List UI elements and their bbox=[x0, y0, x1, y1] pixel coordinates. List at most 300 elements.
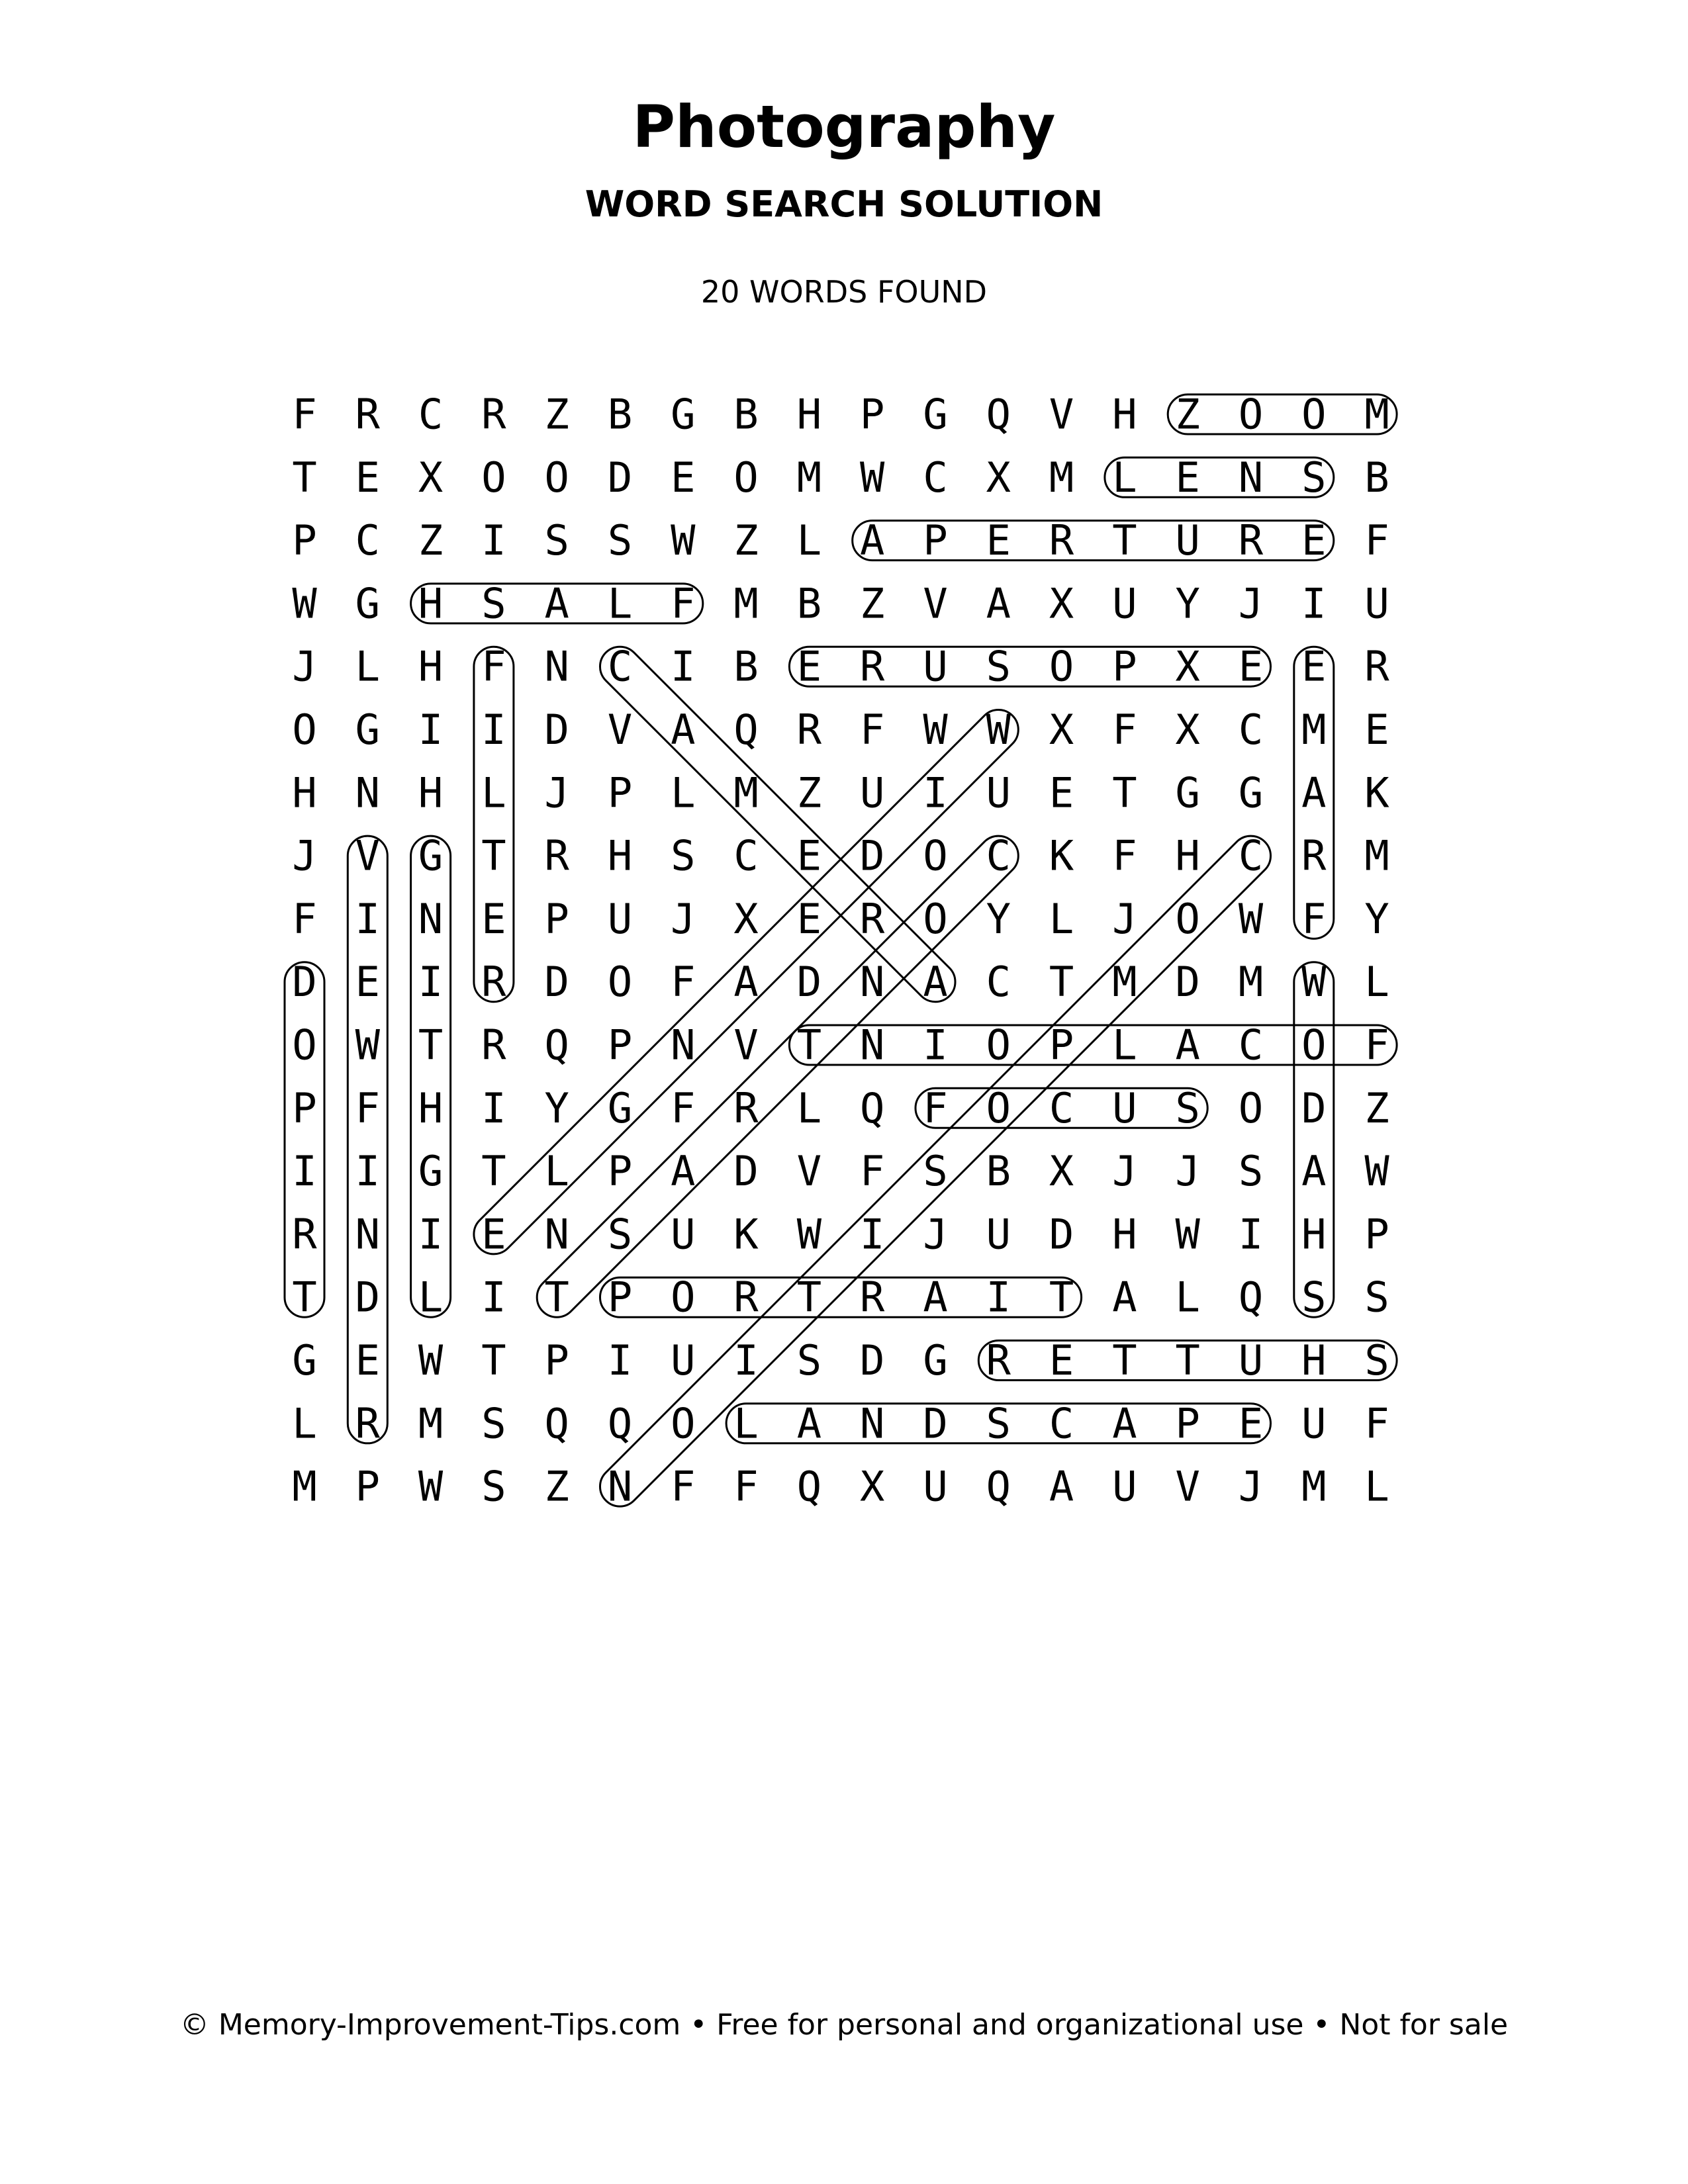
grid-letter: M bbox=[1049, 453, 1074, 502]
grid-letter: C bbox=[418, 390, 444, 439]
grid-letter: F bbox=[671, 1083, 696, 1132]
grid-letter: F bbox=[292, 894, 317, 943]
grid-letter: D bbox=[796, 958, 822, 1007]
page-subtitle: WORD SEARCH SOLUTION bbox=[585, 183, 1103, 225]
grid-letter: E bbox=[796, 894, 822, 943]
grid-letter: G bbox=[418, 831, 444, 880]
grid-letter: Y bbox=[1364, 894, 1389, 943]
grid-letter: D bbox=[1301, 1083, 1327, 1132]
grid-letter: E bbox=[355, 958, 380, 1007]
grid-letter: T bbox=[1049, 1273, 1074, 1322]
grid-letter: D bbox=[923, 1399, 948, 1448]
grid-letter: L bbox=[1049, 894, 1074, 943]
grid-letter: D bbox=[1175, 958, 1200, 1007]
grid-letter: L bbox=[1112, 453, 1137, 502]
grid-letter: U bbox=[986, 768, 1011, 817]
grid-letter: Z bbox=[544, 390, 569, 439]
grid-letter: I bbox=[292, 1147, 317, 1196]
grid-letter: A bbox=[671, 705, 696, 754]
grid-letter: V bbox=[733, 1021, 759, 1069]
grid-letter: J bbox=[923, 1210, 948, 1259]
grid-letter: X bbox=[733, 894, 759, 943]
grid-letter: R bbox=[355, 1399, 380, 1448]
grid-letter: R bbox=[860, 1273, 885, 1322]
grid-letter: R bbox=[1238, 516, 1264, 565]
grid-letter: X bbox=[1049, 705, 1074, 754]
grid-letter: F bbox=[671, 958, 696, 1007]
grid-letter: L bbox=[481, 768, 506, 817]
grid-letter: G bbox=[923, 390, 948, 439]
word-highlight-crop bbox=[529, 828, 1027, 1326]
grid-letter: W bbox=[671, 516, 696, 565]
grid-letter: N bbox=[607, 1462, 633, 1511]
grid-letter: R bbox=[1049, 516, 1074, 565]
grid-letter: S bbox=[544, 516, 569, 565]
grid-letter: O bbox=[923, 894, 948, 943]
grid-letter: S bbox=[986, 1399, 1011, 1448]
grid-letter: G bbox=[1175, 768, 1200, 817]
grid-letter: C bbox=[923, 453, 948, 502]
grid-letter: N bbox=[418, 894, 444, 943]
grid-letter: A bbox=[544, 579, 569, 628]
grid-letter: X bbox=[860, 1462, 885, 1511]
grid-letter: J bbox=[1112, 894, 1137, 943]
grid-letter: Y bbox=[1175, 579, 1200, 628]
grid-letter: T bbox=[481, 1147, 506, 1196]
grid-letter: I bbox=[923, 768, 948, 817]
grid-letter: A bbox=[796, 1399, 822, 1448]
grid-letter: Z bbox=[544, 1462, 569, 1511]
grid-letter: O bbox=[986, 1083, 1011, 1132]
grid-letter: O bbox=[1049, 642, 1074, 691]
grid-letter: R bbox=[860, 642, 885, 691]
grid-letter: L bbox=[796, 1083, 822, 1132]
grid-letter: X bbox=[1175, 705, 1200, 754]
grid-letter: V bbox=[923, 579, 948, 628]
grid-letter: H bbox=[418, 642, 444, 691]
grid-letter: I bbox=[923, 1021, 948, 1069]
grid-letter: S bbox=[1364, 1273, 1389, 1322]
grid-letter: C bbox=[1049, 1083, 1074, 1132]
grid-letter: E bbox=[986, 516, 1011, 565]
grid-letter: T bbox=[1175, 1336, 1200, 1385]
grid-letter: J bbox=[292, 642, 317, 691]
grid-letter: T bbox=[481, 1336, 506, 1385]
grid-letter: A bbox=[733, 958, 759, 1007]
grid-letter: U bbox=[671, 1336, 696, 1385]
grid-letter: M bbox=[292, 1462, 317, 1511]
grid-letter: W bbox=[418, 1336, 444, 1385]
grid-letter: R bbox=[860, 894, 885, 943]
grid-letter: H bbox=[1112, 1210, 1137, 1259]
grid-letter: T bbox=[292, 453, 317, 502]
grid-letter: Q bbox=[796, 1462, 822, 1511]
grid-letter: H bbox=[607, 831, 633, 880]
grid-letter: B bbox=[607, 390, 633, 439]
grid-letter: U bbox=[860, 768, 885, 817]
grid-letter: P bbox=[923, 516, 948, 565]
grid-letter: T bbox=[1049, 958, 1074, 1007]
grid-letter: Q bbox=[733, 705, 759, 754]
grid-letter: P bbox=[607, 1147, 633, 1196]
grid-letter: O bbox=[544, 453, 569, 502]
grid-letter: F bbox=[1364, 516, 1389, 565]
grid-letter: V bbox=[607, 705, 633, 754]
grid-letter: D bbox=[733, 1147, 759, 1196]
grid-letter: P bbox=[860, 390, 885, 439]
grid-letter: D bbox=[1049, 1210, 1074, 1259]
word-highlight-digital bbox=[285, 962, 324, 1318]
grid-letter: E bbox=[1364, 705, 1389, 754]
grid-letter: X bbox=[986, 453, 1011, 502]
grid-letter: F bbox=[1112, 831, 1137, 880]
grid-letter: I bbox=[355, 894, 380, 943]
grid-letter: O bbox=[923, 831, 948, 880]
grid-letter: H bbox=[1301, 1210, 1327, 1259]
grid-letter: N bbox=[860, 1399, 885, 1448]
grid-letter: X bbox=[418, 453, 444, 502]
grid-letter: A bbox=[923, 958, 948, 1007]
grid-letter: I bbox=[1301, 579, 1327, 628]
grid-letter: F bbox=[481, 642, 506, 691]
grid-letter: C bbox=[607, 642, 633, 691]
grid-letter: W bbox=[292, 579, 317, 628]
grid-letter: A bbox=[1301, 768, 1327, 817]
grid-letter: S bbox=[671, 831, 696, 880]
grid-letter: P bbox=[607, 1021, 633, 1069]
grid-letter: P bbox=[1049, 1021, 1074, 1069]
grid-letter: Q bbox=[607, 1399, 633, 1448]
grid-letter: R bbox=[733, 1083, 759, 1132]
grid-letter: S bbox=[923, 1147, 948, 1196]
grid-letter: R bbox=[481, 1021, 506, 1069]
grid-letter: I bbox=[418, 705, 444, 754]
grid-letter: D bbox=[607, 453, 633, 502]
grid-letter: N bbox=[544, 1210, 569, 1259]
grid-letter: P bbox=[355, 1462, 380, 1511]
grid-letter: Z bbox=[733, 516, 759, 565]
grid-letter: R bbox=[733, 1273, 759, 1322]
grid-letter: C bbox=[1238, 705, 1264, 754]
grid-letter: U bbox=[1112, 1462, 1137, 1511]
grid-letter: Q bbox=[1238, 1273, 1264, 1322]
grid-letter: M bbox=[1364, 831, 1389, 880]
word-highlight-filter bbox=[474, 647, 514, 1001]
grid-letter: Q bbox=[860, 1083, 885, 1132]
grid-letter: Q bbox=[986, 390, 1011, 439]
grid-letter: S bbox=[481, 1399, 506, 1448]
word-highlight-lens bbox=[1105, 457, 1334, 497]
grid-letter: I bbox=[860, 1210, 885, 1259]
grid-letter: M bbox=[1364, 390, 1389, 439]
grid-letter: J bbox=[1112, 1147, 1137, 1196]
grid-letter: Q bbox=[544, 1021, 569, 1069]
grid-letter: L bbox=[671, 768, 696, 817]
grid-letter: W bbox=[860, 453, 885, 502]
grid-letter: O bbox=[1238, 390, 1264, 439]
grid-letter: I bbox=[733, 1336, 759, 1385]
grid-letter: I bbox=[418, 1210, 444, 1259]
grid-letter: V bbox=[1049, 390, 1074, 439]
grid-letter: M bbox=[1238, 958, 1264, 1007]
grid-letter: M bbox=[418, 1399, 444, 1448]
grid-letter: P bbox=[292, 1083, 317, 1132]
grid-letter: J bbox=[544, 768, 569, 817]
grid-letter: J bbox=[1238, 1462, 1264, 1511]
grid-letter: U bbox=[607, 894, 633, 943]
grid-letter: N bbox=[544, 642, 569, 691]
grid-letter: I bbox=[418, 958, 444, 1007]
grid-letter: I bbox=[481, 516, 506, 565]
grid-letter: G bbox=[1238, 768, 1264, 817]
word-highlight-shadow bbox=[1294, 962, 1334, 1318]
grid-letter: I bbox=[481, 705, 506, 754]
grid-letter: D bbox=[860, 831, 885, 880]
grid-letter: H bbox=[1175, 831, 1200, 880]
grid-letter: A bbox=[1049, 1462, 1074, 1511]
grid-letter: Y bbox=[986, 894, 1011, 943]
grid-letter: I bbox=[1238, 1210, 1264, 1259]
grid-letter: B bbox=[733, 390, 759, 439]
grid-letter: G bbox=[671, 390, 696, 439]
grid-letter: Z bbox=[1364, 1083, 1389, 1132]
grid-letter: L bbox=[355, 642, 380, 691]
grid-letter: O bbox=[986, 1021, 1011, 1069]
grid-letter: T bbox=[1112, 1336, 1137, 1385]
grid-letter: G bbox=[355, 705, 380, 754]
grid-letter: E bbox=[481, 1210, 506, 1259]
grid-letter: B bbox=[796, 579, 822, 628]
grid-letter: E bbox=[355, 453, 380, 502]
grid-letter: T bbox=[1112, 516, 1137, 565]
grid-letter: W bbox=[1238, 894, 1264, 943]
grid-letter: N bbox=[671, 1021, 696, 1069]
grid-letter: T bbox=[292, 1273, 317, 1322]
grid-letter: F bbox=[923, 1083, 948, 1132]
grid-letter: O bbox=[1175, 894, 1200, 943]
grid-letter: C bbox=[1238, 831, 1264, 880]
grid-letter: M bbox=[1301, 1462, 1327, 1511]
grid-letter: M bbox=[733, 579, 759, 628]
grid-letter: G bbox=[355, 579, 380, 628]
grid-letter: F bbox=[733, 1462, 759, 1511]
grid-letter: Z bbox=[796, 768, 822, 817]
grid-letter: P bbox=[1364, 1210, 1389, 1259]
grid-letter: O bbox=[481, 453, 506, 502]
grid-letter: A bbox=[986, 579, 1011, 628]
grid-letter: C bbox=[733, 831, 759, 880]
grid-letter: R bbox=[1364, 642, 1389, 691]
grid-letter: R bbox=[796, 705, 822, 754]
grid-letter: H bbox=[1112, 390, 1137, 439]
grid-letter: U bbox=[1112, 579, 1137, 628]
grid-letter: R bbox=[544, 831, 569, 880]
grid-letter: X bbox=[1049, 1147, 1074, 1196]
grid-letters bbox=[292, 390, 1389, 1511]
grid-letter: L bbox=[544, 1147, 569, 1196]
grid-letter: E bbox=[1049, 768, 1074, 817]
grid-letter: J bbox=[292, 831, 317, 880]
grid-letter: C bbox=[1049, 1399, 1074, 1448]
grid-letter: S bbox=[481, 579, 506, 628]
grid-letter: S bbox=[796, 1336, 822, 1385]
grid-letter: S bbox=[607, 1210, 633, 1259]
grid-letter: K bbox=[733, 1210, 759, 1259]
grid-letter: S bbox=[1364, 1336, 1389, 1385]
grid-letter: E bbox=[796, 642, 822, 691]
grid-letter: H bbox=[418, 579, 444, 628]
grid-letter: M bbox=[796, 453, 822, 502]
grid-letter: S bbox=[986, 642, 1011, 691]
grid-letter: T bbox=[796, 1021, 822, 1069]
grid-letter: U bbox=[671, 1210, 696, 1259]
grid-letter: E bbox=[481, 894, 506, 943]
grid-letter: W bbox=[418, 1462, 444, 1511]
grid-letter: E bbox=[796, 831, 822, 880]
grid-letter: B bbox=[1364, 453, 1389, 502]
grid-letter: Y bbox=[544, 1083, 569, 1132]
grid-letter: A bbox=[860, 516, 885, 565]
word-highlight-candid bbox=[592, 639, 963, 1010]
grid-letter: E bbox=[1238, 642, 1264, 691]
grid-letter: F bbox=[671, 1462, 696, 1511]
grid-letter: W bbox=[923, 705, 948, 754]
grid-letter: P bbox=[544, 894, 569, 943]
grid-letter: M bbox=[1301, 705, 1327, 754]
grid-letter: J bbox=[1175, 1147, 1200, 1196]
grid-letter: L bbox=[1364, 1462, 1389, 1511]
grid-letter: H bbox=[1301, 1336, 1327, 1385]
grid-letter: W bbox=[986, 705, 1011, 754]
grid-letter: V bbox=[796, 1147, 822, 1196]
grid-letter: Z bbox=[860, 579, 885, 628]
grid-letter: D bbox=[544, 705, 569, 754]
grid-letter: F bbox=[860, 1147, 885, 1196]
grid-letter: S bbox=[1301, 1273, 1327, 1322]
grid-letter: F bbox=[1301, 894, 1327, 943]
grid-letter: U bbox=[923, 1462, 948, 1511]
grid-letter: I bbox=[671, 642, 696, 691]
grid-letter: C bbox=[1238, 1021, 1264, 1069]
grid-letter: O bbox=[671, 1273, 696, 1322]
grid-letter: Z bbox=[418, 516, 444, 565]
grid-letter: O bbox=[607, 958, 633, 1007]
word-highlight-zoom bbox=[1168, 394, 1397, 434]
grid-letter: S bbox=[1175, 1083, 1200, 1132]
grid-letter: H bbox=[418, 768, 444, 817]
grid-letter: C bbox=[986, 831, 1011, 880]
grid-letter: L bbox=[1175, 1273, 1200, 1322]
grid-letter: U bbox=[1301, 1399, 1327, 1448]
grid-letter: W bbox=[1301, 958, 1327, 1007]
grid-letter: D bbox=[292, 958, 317, 1007]
grid-letter: O bbox=[733, 453, 759, 502]
grid-letter: R bbox=[1301, 831, 1327, 880]
grid-letter: I bbox=[481, 1083, 506, 1132]
grid-letter: L bbox=[292, 1399, 317, 1448]
grid-letter: U bbox=[1175, 516, 1200, 565]
grid-letter: P bbox=[607, 768, 633, 817]
grid-letter: W bbox=[796, 1210, 822, 1259]
grid-letter: F bbox=[671, 579, 696, 628]
grid-letter: U bbox=[923, 642, 948, 691]
grid-letter: N bbox=[1238, 453, 1264, 502]
grid-letter: A bbox=[1301, 1147, 1327, 1196]
grid-letter: L bbox=[418, 1273, 444, 1322]
grid-letter: I bbox=[481, 1273, 506, 1322]
grid-letter: S bbox=[1301, 453, 1327, 502]
grid-letter: I bbox=[355, 1147, 380, 1196]
grid-letter: T bbox=[1112, 768, 1137, 817]
grid-letter: O bbox=[292, 705, 317, 754]
grid-letter: D bbox=[355, 1273, 380, 1322]
grid-letter: W bbox=[1364, 1147, 1389, 1196]
grid-letter: D bbox=[544, 958, 569, 1007]
grid-letter: E bbox=[671, 453, 696, 502]
grid-letter: P bbox=[1112, 642, 1137, 691]
grid-letter: K bbox=[1364, 768, 1389, 817]
grid-letter: O bbox=[292, 1021, 317, 1069]
grid-letter: P bbox=[1175, 1399, 1200, 1448]
grid-letter: R bbox=[986, 1336, 1011, 1385]
grid-letter: X bbox=[1175, 642, 1200, 691]
grid-letter: H bbox=[292, 768, 317, 817]
grid-letter: R bbox=[481, 958, 506, 1007]
words-found-count: 20 WORDS FOUND bbox=[700, 274, 988, 310]
grid-letter: F bbox=[355, 1083, 380, 1132]
grid-letter: A bbox=[1175, 1021, 1200, 1069]
grid-letter: P bbox=[607, 1273, 633, 1322]
page-title: Photography bbox=[632, 93, 1056, 161]
grid-letter: A bbox=[1112, 1399, 1137, 1448]
grid-letter: B bbox=[733, 642, 759, 691]
grid-letter: R bbox=[355, 390, 380, 439]
grid-letter: L bbox=[1364, 958, 1389, 1007]
grid-letter: M bbox=[733, 768, 759, 817]
grid-letter: T bbox=[796, 1273, 822, 1322]
grid-letter: L bbox=[796, 516, 822, 565]
grid-letter: U bbox=[1238, 1336, 1264, 1385]
grid-letter: F bbox=[292, 390, 317, 439]
grid-letter: G bbox=[607, 1083, 633, 1132]
grid-letter: Q bbox=[544, 1399, 569, 1448]
grid-letter: Q bbox=[986, 1462, 1011, 1511]
grid-letter: E bbox=[1301, 516, 1327, 565]
grid-letter: G bbox=[418, 1147, 444, 1196]
grid-letter: U bbox=[1364, 579, 1389, 628]
grid-letter: E bbox=[355, 1336, 380, 1385]
grid-letter: L bbox=[607, 579, 633, 628]
grid-letter: A bbox=[923, 1273, 948, 1322]
grid-letter: O bbox=[1301, 390, 1327, 439]
grid-letter: G bbox=[292, 1336, 317, 1385]
grid-letter: F bbox=[1364, 1399, 1389, 1448]
grid-letter: C bbox=[986, 958, 1011, 1007]
grid-letter: N bbox=[860, 958, 885, 1007]
grid-letter: L bbox=[733, 1399, 759, 1448]
grid-letter: I bbox=[986, 1273, 1011, 1322]
grid-letter: T bbox=[418, 1021, 444, 1069]
grid-letter: P bbox=[292, 516, 317, 565]
grid-letter: J bbox=[671, 894, 696, 943]
grid-letter: O bbox=[671, 1399, 696, 1448]
grid-letter: M bbox=[1112, 958, 1137, 1007]
grid-letter: N bbox=[355, 768, 380, 817]
grid-letter: N bbox=[355, 1210, 380, 1259]
grid-letter: E bbox=[1238, 1399, 1264, 1448]
grid-letter: H bbox=[796, 390, 822, 439]
grid-letter: D bbox=[860, 1336, 885, 1385]
